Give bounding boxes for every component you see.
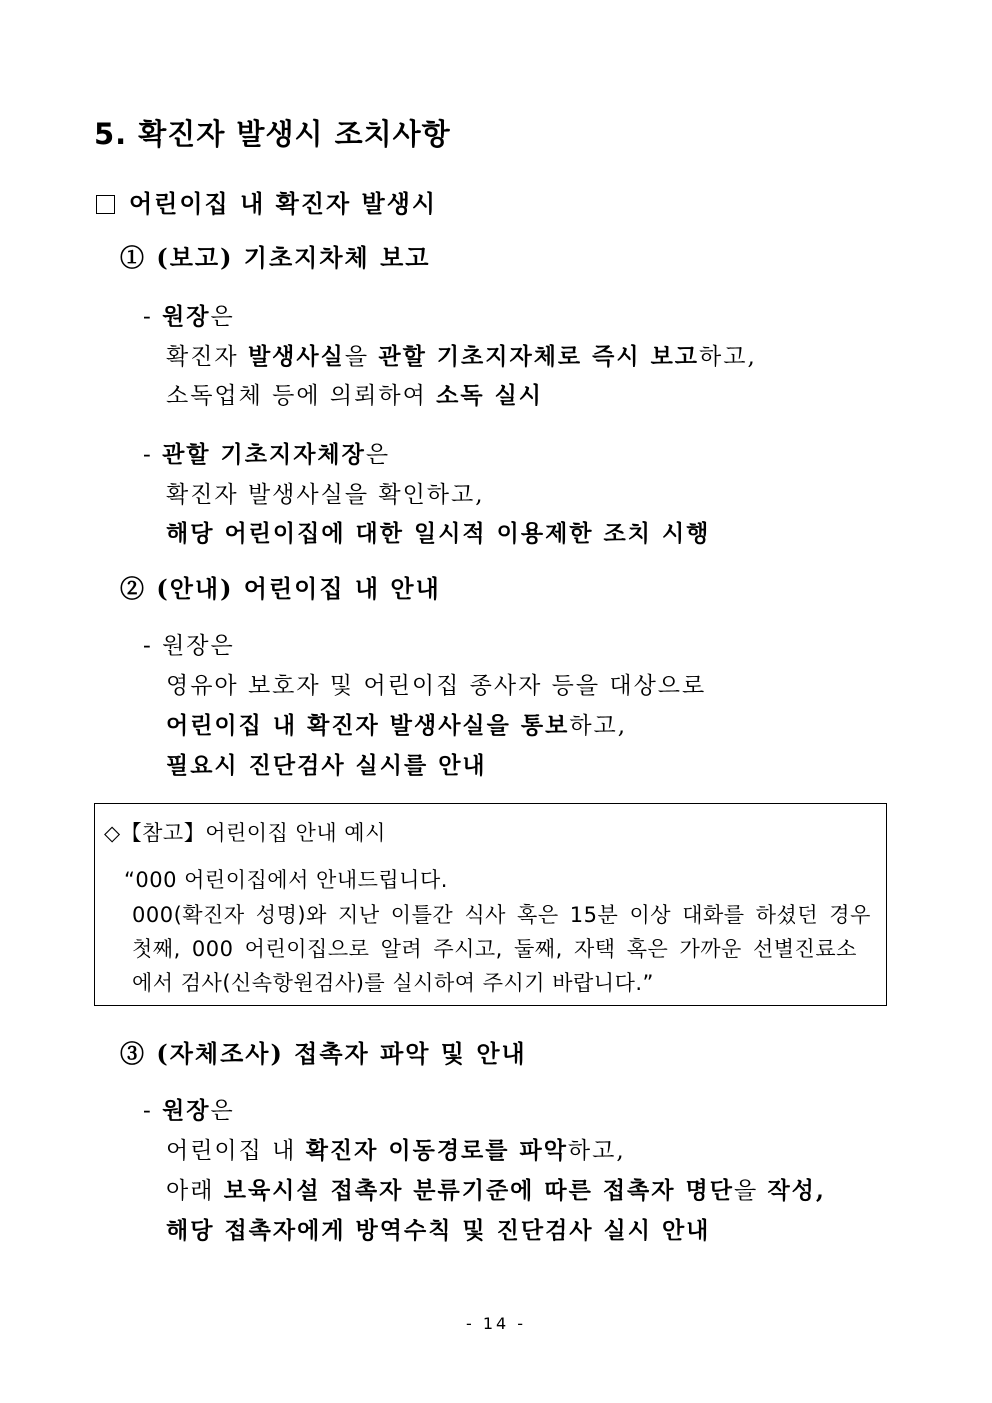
- step-2-item-1-line-3: 필요시 진단검사 실시를 안내: [166, 752, 487, 779]
- step-3-label: ③ (자체조사) 접촉자 파악 및 안내: [120, 1039, 527, 1068]
- text-segment: 확진자: [166, 344, 248, 370]
- step-2-item-1-subject: [143, 627, 235, 660]
- step-1-item-1-line-2: [166, 377, 543, 410]
- notice-title: ◇【참고】어린이집 안내 예시: [104, 821, 386, 845]
- subject-bold: 관할 기초지자체장: [162, 441, 366, 468]
- checkbox-square-icon: [96, 195, 115, 214]
- subject: 원장은: [162, 633, 235, 659]
- text-segment: 하고,: [699, 344, 757, 370]
- subject-particle: 은: [210, 304, 235, 330]
- step-3-item-1-line-3: 해당 접촉자에게 방역수칙 및 진단검사 실시 안내: [166, 1217, 711, 1244]
- notice-line-4: 에서 검사(신속항원검사)를 실시하여 주시기 바랍니다.”: [132, 971, 654, 995]
- text-segment: 어린이집 내: [166, 1138, 306, 1164]
- text-segment: 을: [344, 344, 379, 370]
- dash: -: [143, 633, 153, 659]
- dash: -: [143, 442, 153, 468]
- step-1-label: ① (보고) 기초지차체 보고: [120, 243, 431, 272]
- dash: -: [143, 304, 153, 330]
- section-header: [96, 184, 437, 219]
- page-title: 5. 확진자 발생시 조치사항: [94, 117, 451, 151]
- step-1-item-2-line-2: 해당 어린이집에 대한 일시적 이용제한 조치 시행: [166, 520, 711, 547]
- subject-bold: 원장: [162, 303, 211, 330]
- notice-line-3: 첫째, 000 어린이집으로 알려 주시고, 둘째, 자택 혹은 가까운 선별진료소: [132, 937, 857, 961]
- step-3-item-1-subject: [143, 1092, 235, 1125]
- step-2-item-1-line-2: [166, 707, 627, 740]
- notice-line-2: 000(확진자 성명)와 지난 이틀간 식사 혹은 15분 이상 대화를 하셨던 경우: [132, 903, 871, 927]
- step-1-item-2-subject: [143, 436, 390, 469]
- text-segment: 아래: [166, 1178, 224, 1204]
- page-number: - 14 -: [466, 1314, 527, 1333]
- notice-line-1: “000 어린이집에서 안내드립니다.: [124, 868, 448, 892]
- step-3-item-1-line-1: [166, 1132, 626, 1165]
- step-1-item-2-line-1: 확진자 발생사실을 확인하고,: [166, 482, 485, 508]
- subject-bold: 원장: [162, 1097, 211, 1124]
- text-segment: 확진자 이동경로를 파악: [305, 1137, 568, 1164]
- step-3-item-1-line-2: [166, 1172, 826, 1205]
- step-1-item-1-subject: [143, 298, 235, 331]
- text-segment: 관할 기초지자체로 즉시 보고: [378, 343, 700, 370]
- section-title: 어린이집 내 확진자 발생시: [129, 189, 438, 218]
- step-2-item-1-line-1: 영유아 보호자 및 어린이집 종사자 등을 대상으로: [166, 673, 707, 699]
- subject-particle: 은: [365, 442, 391, 468]
- text-segment: 작성,: [767, 1177, 826, 1204]
- text-segment: 보육시설 접촉자 분류기준에 따른 접촉자 명단: [223, 1177, 734, 1204]
- text-segment: 발생사실: [247, 343, 345, 370]
- text-segment: 하고,: [569, 713, 628, 739]
- dash: -: [143, 1098, 153, 1124]
- step-1-item-1-line-1: [166, 338, 757, 371]
- text-segment: 어린이집 내 확진자 발생사실을 통보: [166, 712, 570, 739]
- step-2-label: ② (안내) 어린이집 내 안내: [120, 574, 441, 603]
- text-segment: 하고,: [567, 1138, 626, 1164]
- text-segment: 소독 실시: [436, 382, 544, 409]
- text-segment: 소독업체 등에 의뢰하여: [166, 383, 437, 409]
- subject-particle: 은: [210, 1098, 235, 1124]
- text-segment: 을: [733, 1178, 768, 1204]
